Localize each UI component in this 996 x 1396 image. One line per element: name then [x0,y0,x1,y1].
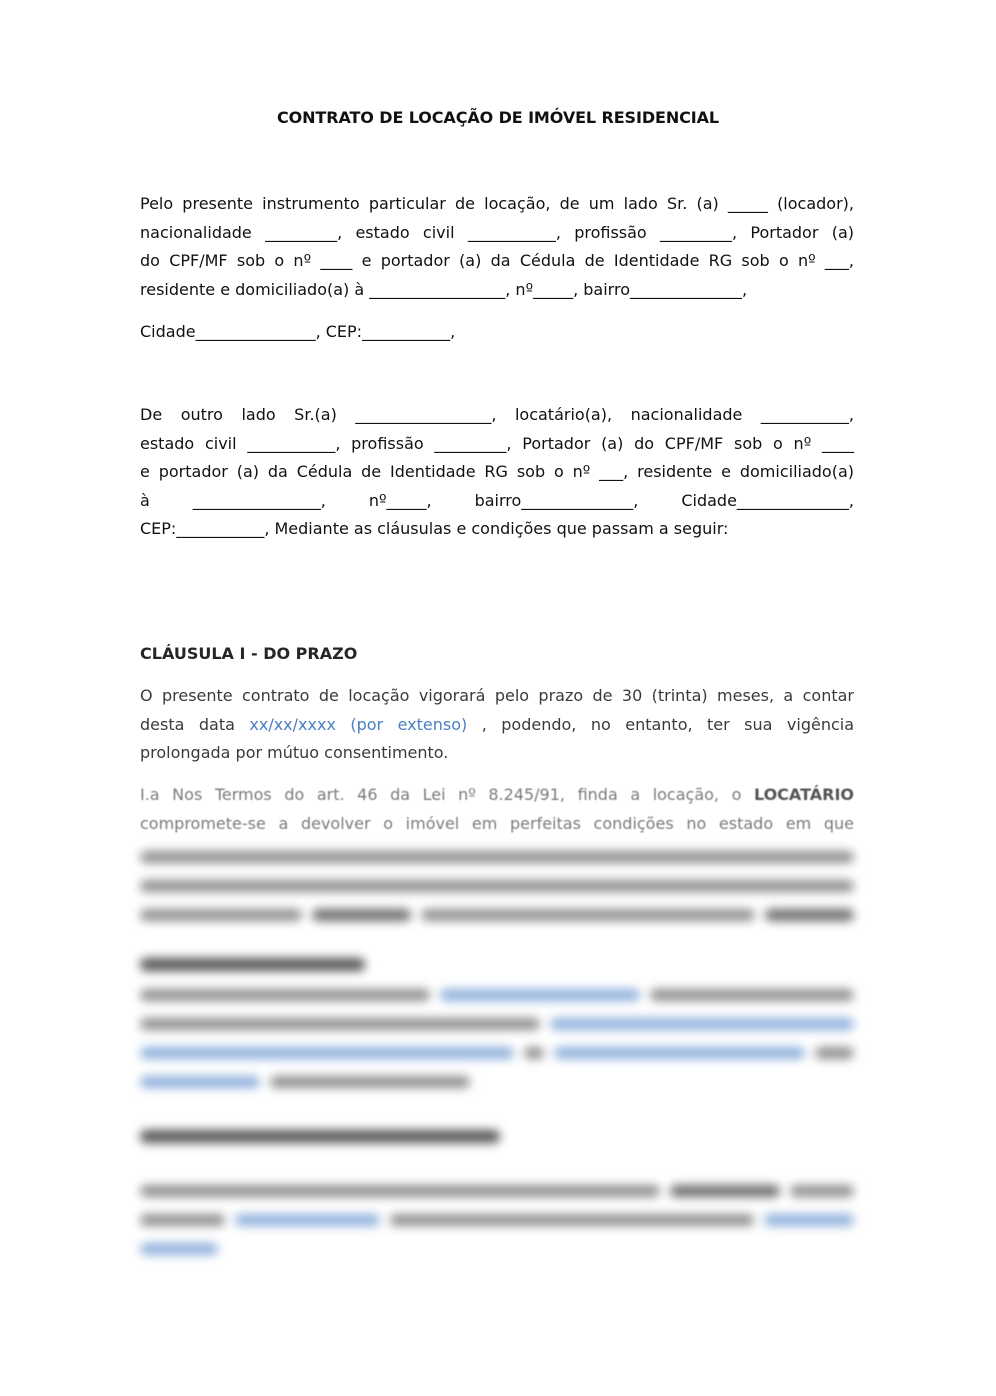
clause1a-line: compromete-se a devolver o imóvel em perfeitas condições no estado em que [140,813,854,833]
blurred-word [235,1214,380,1226]
party2-paragraph [140,401,854,544]
blurred-line [140,909,854,938]
party2-line: e portador (a) da Cédula de Identidade RG sob o nº ___, residente e domiciliado(a) [140,462,854,481]
clause1a-text: I.a Nos Termos do art. 46 da Lei nº 8.245/91, finda a locação, o [140,785,754,804]
blurred-clause3 [140,1130,854,1272]
clause1-title: CLÁUSULA I - DO PRAZO [140,644,358,663]
blurred-word [140,909,302,921]
blurred-word [312,909,410,921]
blurred-word [140,1185,660,1197]
party1-line: nacionalidade _________, estado civil ___________, profissão _________, Portador (a) [140,222,854,242]
blurred-word [764,1214,854,1226]
party2-line: De outro lado Sr.(a) _________________, locatário(a), nacionalidade ___________, [140,405,854,424]
blurred-heading [140,958,365,971]
blurred-clause1a-rest [140,851,854,938]
blurred-line [140,989,854,1018]
blurred-heading [140,1130,500,1143]
blurred-word [765,909,854,921]
blurred-word [140,1214,225,1226]
blurred-word [140,1018,540,1030]
blurred-line [140,1185,854,1214]
party2-line: à ________________, nº_____, bairro______________, Cidade______________, [140,490,854,510]
blurred-line [140,851,854,863]
clause1-paragraph [140,682,854,768]
blurred-word [554,1047,805,1059]
blurred-word [650,989,854,1001]
blurred-word [790,1185,854,1197]
date-placeholder-link: xx/xx/xxxx (por extenso) [249,714,468,734]
clause1-line [140,711,854,740]
blurred-word [524,1047,544,1059]
clause1a-line [140,781,854,810]
locatario-term: LOCATÁRIO [753,785,854,804]
blurred-word [390,1214,754,1226]
party1-city-line: Cidade_______________, CEP:___________, [140,322,456,341]
blurred-word [270,1076,470,1088]
party1-paragraph [140,190,854,304]
blurred-word [140,1243,218,1255]
clause1a-paragraph [140,781,854,838]
blurred-word [550,1018,854,1030]
blurred-line [140,1047,854,1076]
blurred-word [140,1047,514,1059]
party1-line: Pelo presente instrumento particular de locação, de um lado Sr. (a) _____ (locador), [140,194,854,213]
blurred-word [440,989,640,1001]
party2-line: estado civil ___________, profissão _________, Portador (a) do CPF/MF sob o nº ____ [140,433,854,453]
blurred-line [140,1076,854,1105]
blurred-line [140,1018,854,1047]
clause1-line: O presente contrato de locação vigorará pelo prazo de 30 (trinta) meses, a contar [140,686,854,705]
blurred-clause2 [140,958,854,1105]
party1-line: residente e domiciliado(a) à _________________, nº_____, bairro______________, [140,279,748,299]
blurred-word [815,1047,854,1059]
blurred-word [140,1076,260,1088]
blurred-word [421,909,756,921]
blurred-line [140,1214,854,1243]
clause1-text: desta data [140,714,250,734]
clause1-text: , podendo, no entanto, ter sua vigência [481,714,855,734]
document-title: CONTRATO DE LOCAÇÃO DE IMÓVEL RESIDENCIAL [276,108,720,127]
clause1-line: prolongada por mútuo consentimento. [140,743,449,762]
blurred-word [140,989,430,1001]
blurred-line [140,880,854,892]
party1-city-paragraph [140,318,854,347]
blurred-word [670,1185,780,1197]
party1-line: do CPF/MF sob o nº ____ e portador (a) da Cédula de Identidade RG sob o nº ___, [140,251,854,270]
party2-line: CEP:___________, Mediante as cláusulas e condições que passam a seguir: [140,519,729,538]
blurred-line [140,1243,854,1272]
